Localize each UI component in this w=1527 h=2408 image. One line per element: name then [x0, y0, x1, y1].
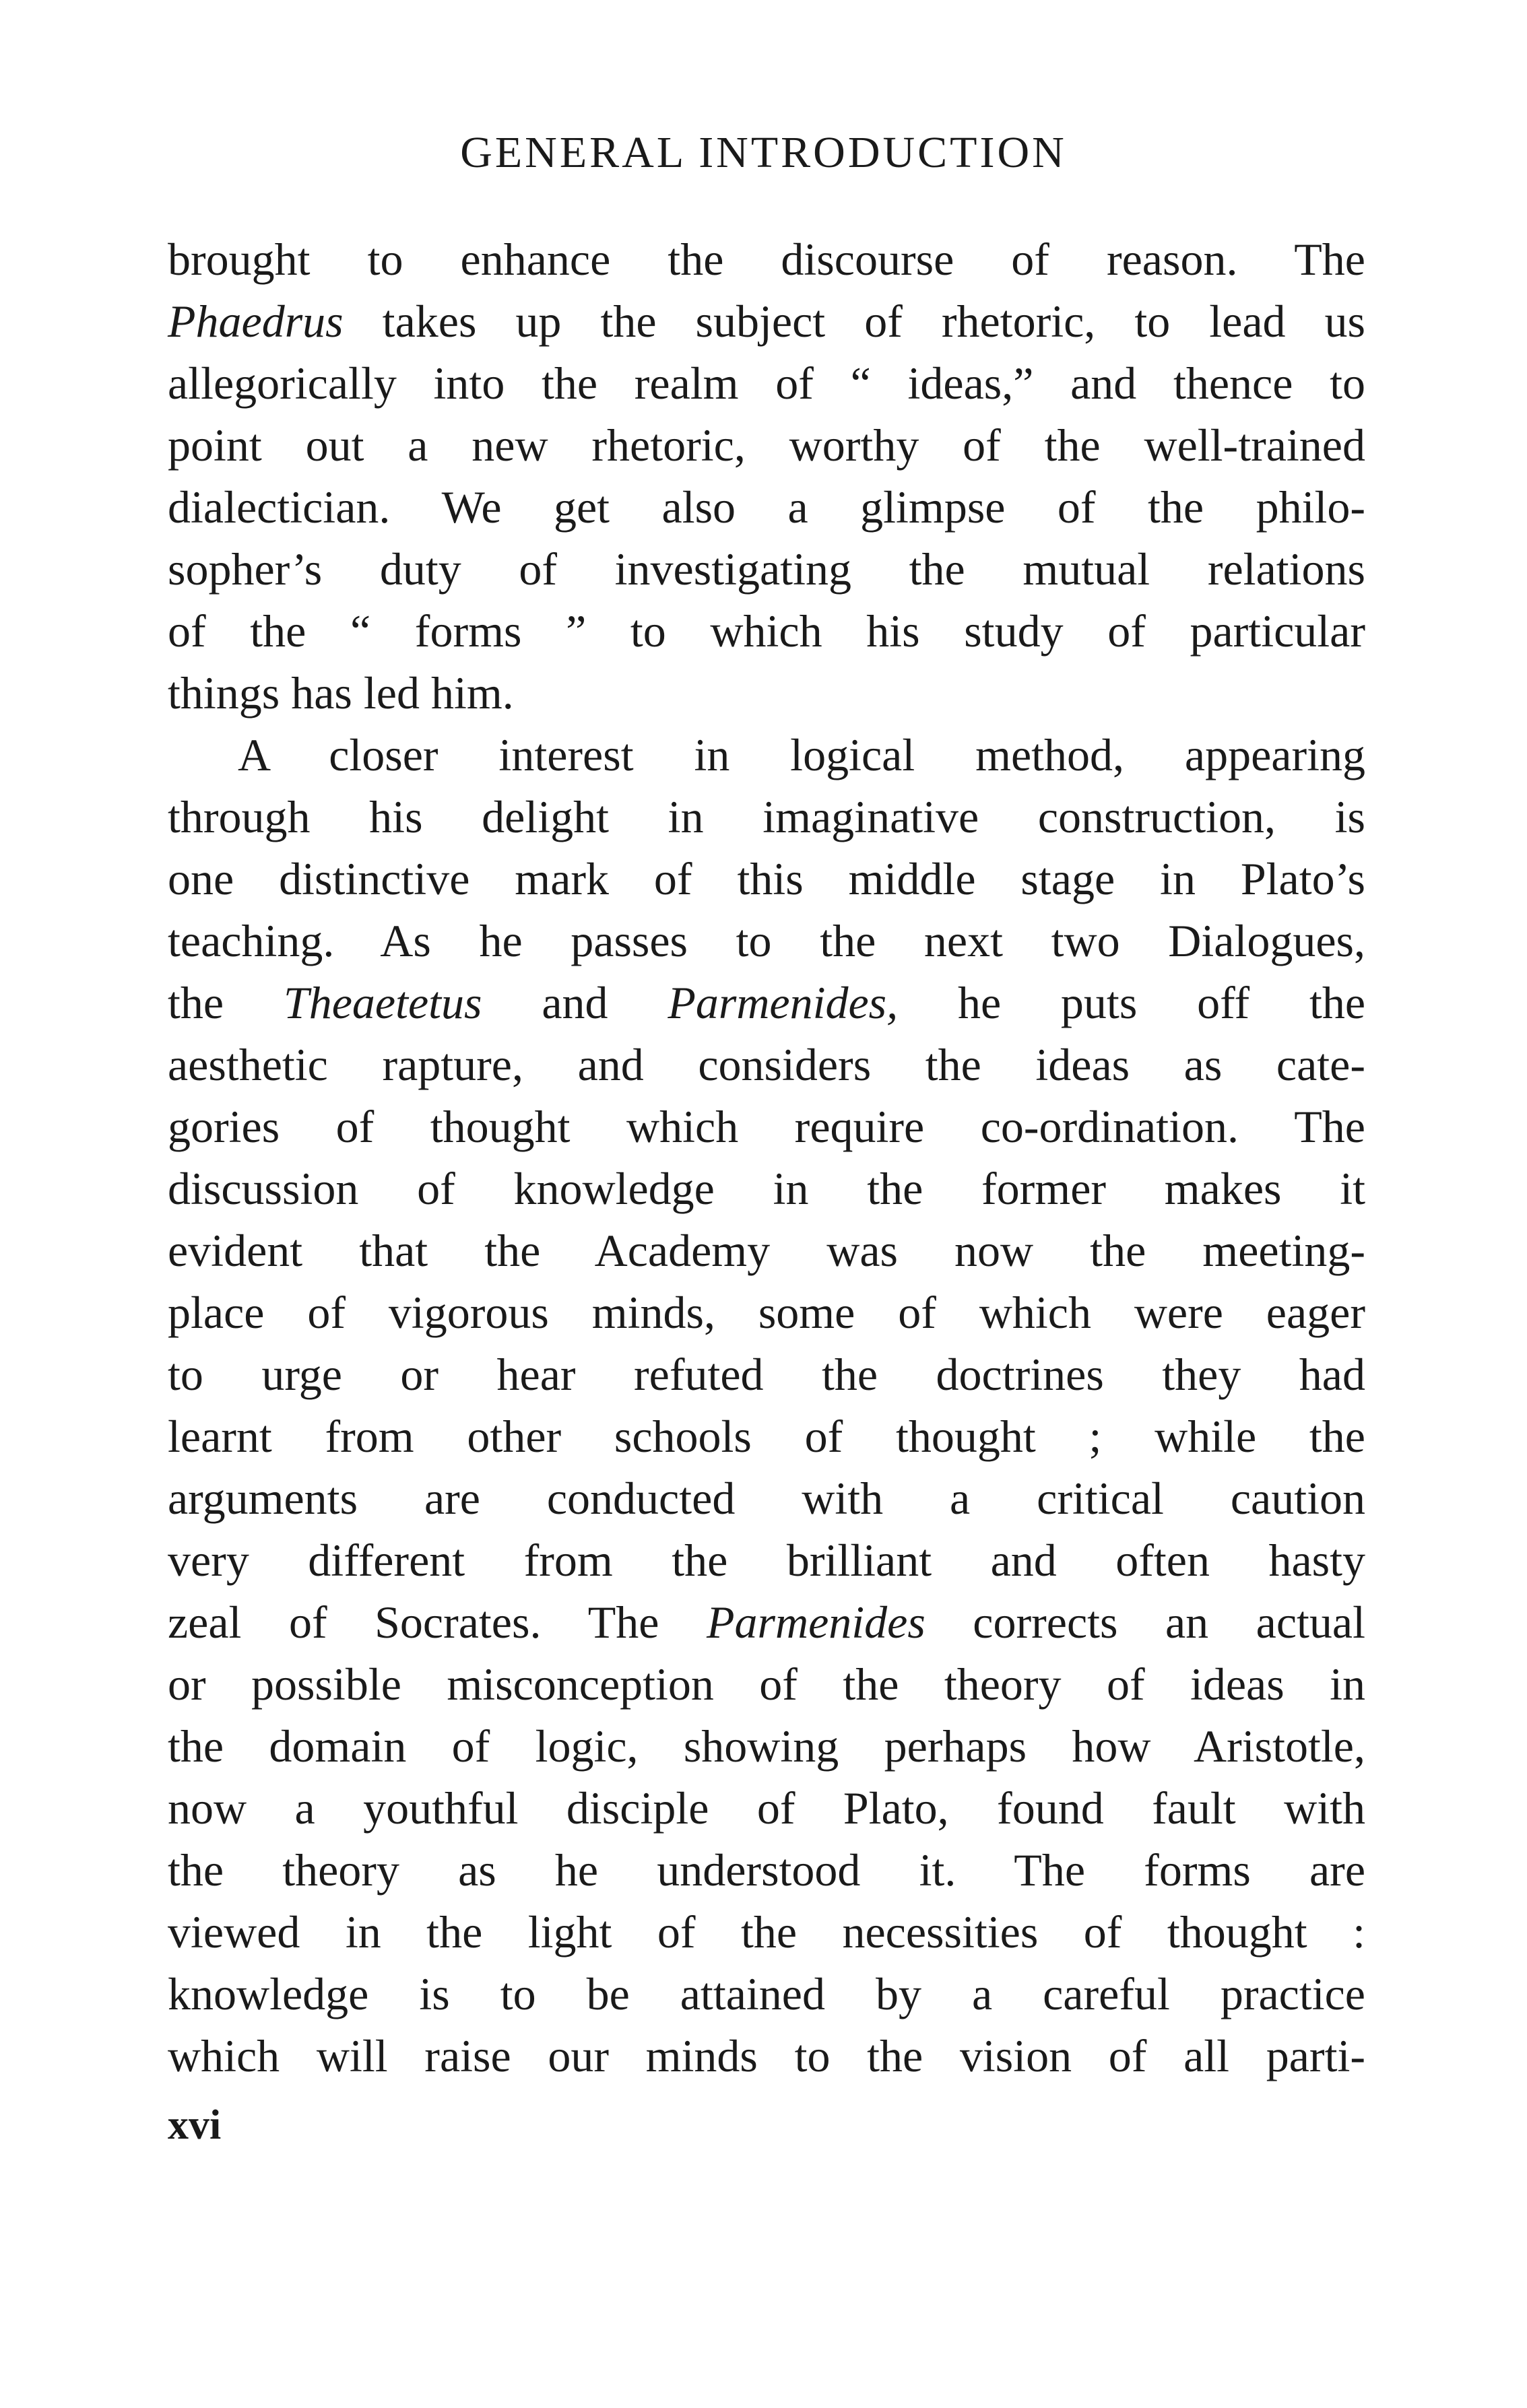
text-run: evident that the Academy was now the meeting-: [168, 1225, 1365, 1276]
text-line: [168, 2025, 1365, 2087]
text-run: now a youthful disciple of Plato, found fault with: [168, 1782, 1365, 1834]
text-line: [168, 1405, 1365, 1467]
text-run: dialectician. We get also a glimpse of the philo-: [168, 481, 1365, 533]
text-line: [168, 1096, 1365, 1158]
text-line: [168, 352, 1365, 414]
text-run: arguments are conducted with a critical caution: [168, 1473, 1365, 1524]
text-run: he puts off the: [898, 977, 1366, 1028]
text-run: which will raise our minds to the vision of all parti-: [168, 2030, 1365, 2081]
text-run: the: [168, 977, 284, 1028]
text-run: viewed in the light of the necessities of thought :: [168, 1906, 1365, 1958]
text-run: teaching. As he passes to the next two Dialogues,: [168, 915, 1365, 966]
text-line: [168, 724, 1365, 786]
text-line: [168, 786, 1365, 848]
text-run: corrects an actual: [925, 1597, 1366, 1648]
text-run: A closer interest in logical method, appearing: [238, 729, 1365, 780]
text-line: [168, 1529, 1365, 1591]
text-line: [168, 1901, 1365, 1963]
text-line: [168, 1158, 1365, 1219]
text-run: zeal of Socrates. The: [168, 1597, 707, 1648]
text-line: [168, 228, 1365, 290]
text-line: [168, 1034, 1365, 1096]
text-line: [168, 848, 1365, 910]
text-line: [168, 600, 1365, 662]
text-line: [168, 1219, 1365, 1281]
text-run: or possible misconception of the theory of ideas in: [168, 1659, 1365, 1710]
text-line: [168, 1653, 1365, 1715]
text-line: [168, 1963, 1365, 2025]
text-line: [168, 910, 1365, 972]
text-line: [168, 1281, 1365, 1343]
text-line: [168, 290, 1365, 352]
text-run: of the “ forms ” to which his study of particular: [168, 605, 1365, 657]
italic-title: Phaedrus: [168, 296, 344, 347]
text-line: [168, 1839, 1365, 1901]
body-text: [168, 228, 1365, 2087]
italic-title: Parmenides: [706, 1597, 925, 1648]
text-line: [168, 1715, 1365, 1777]
text-run: very different from the brilliant and often hasty: [168, 1535, 1365, 1586]
italic-title: Parmenides,: [668, 977, 899, 1028]
text-line: [168, 1777, 1365, 1839]
text-run: takes up the subject of rhetoric, to lead us: [343, 296, 1365, 347]
text-run: discussion of knowledge in the former makes it: [168, 1163, 1365, 1214]
text-line: [168, 1343, 1365, 1405]
text-run: things has led him.: [168, 667, 514, 718]
text-run: one distinctive mark of this middle stage in Plato’s: [168, 853, 1365, 904]
text-run: through his delight in imaginative construction, is: [168, 791, 1365, 842]
text-run: aesthetic rapture, and considers the ideas as cate-: [168, 1039, 1365, 1090]
text-run: the domain of logic, showing perhaps how Aristotle,: [168, 1720, 1365, 1772]
text-line: [168, 662, 1365, 724]
text-run: allegorically into the realm of “ ideas,” and thence to: [168, 358, 1365, 409]
text-run: sopher’s duty of investigating the mutual relations: [168, 543, 1365, 595]
text-line: [168, 414, 1365, 476]
text-line: [168, 476, 1365, 538]
text-line: [168, 972, 1365, 1034]
text-run: point out a new rhetoric, worthy of the well-trained: [168, 420, 1365, 471]
running-header: GENERAL INTRODUCTION: [460, 128, 1067, 177]
text-run: place of vigorous minds, some of which were eager: [168, 1287, 1365, 1338]
text-line: [168, 1467, 1365, 1529]
text-line: [168, 538, 1365, 600]
italic-title: Theaetetus: [283, 977, 482, 1028]
text-line: [168, 1591, 1365, 1653]
text-run: and: [482, 977, 668, 1028]
text-run: brought to enhance the discourse of reason. The: [168, 234, 1365, 285]
text-run: the theory as he understood it. The forms are: [168, 1844, 1365, 1896]
page-number: xvi: [168, 2102, 222, 2148]
text-run: knowledge is to be attained by a careful practice: [168, 1968, 1365, 2019]
text-run: gories of thought which require co-ordination. The: [168, 1101, 1365, 1152]
text-run: to urge or hear refuted the doctrines they had: [168, 1349, 1365, 1400]
text-run: learnt from other schools of thought ; while the: [168, 1411, 1365, 1462]
